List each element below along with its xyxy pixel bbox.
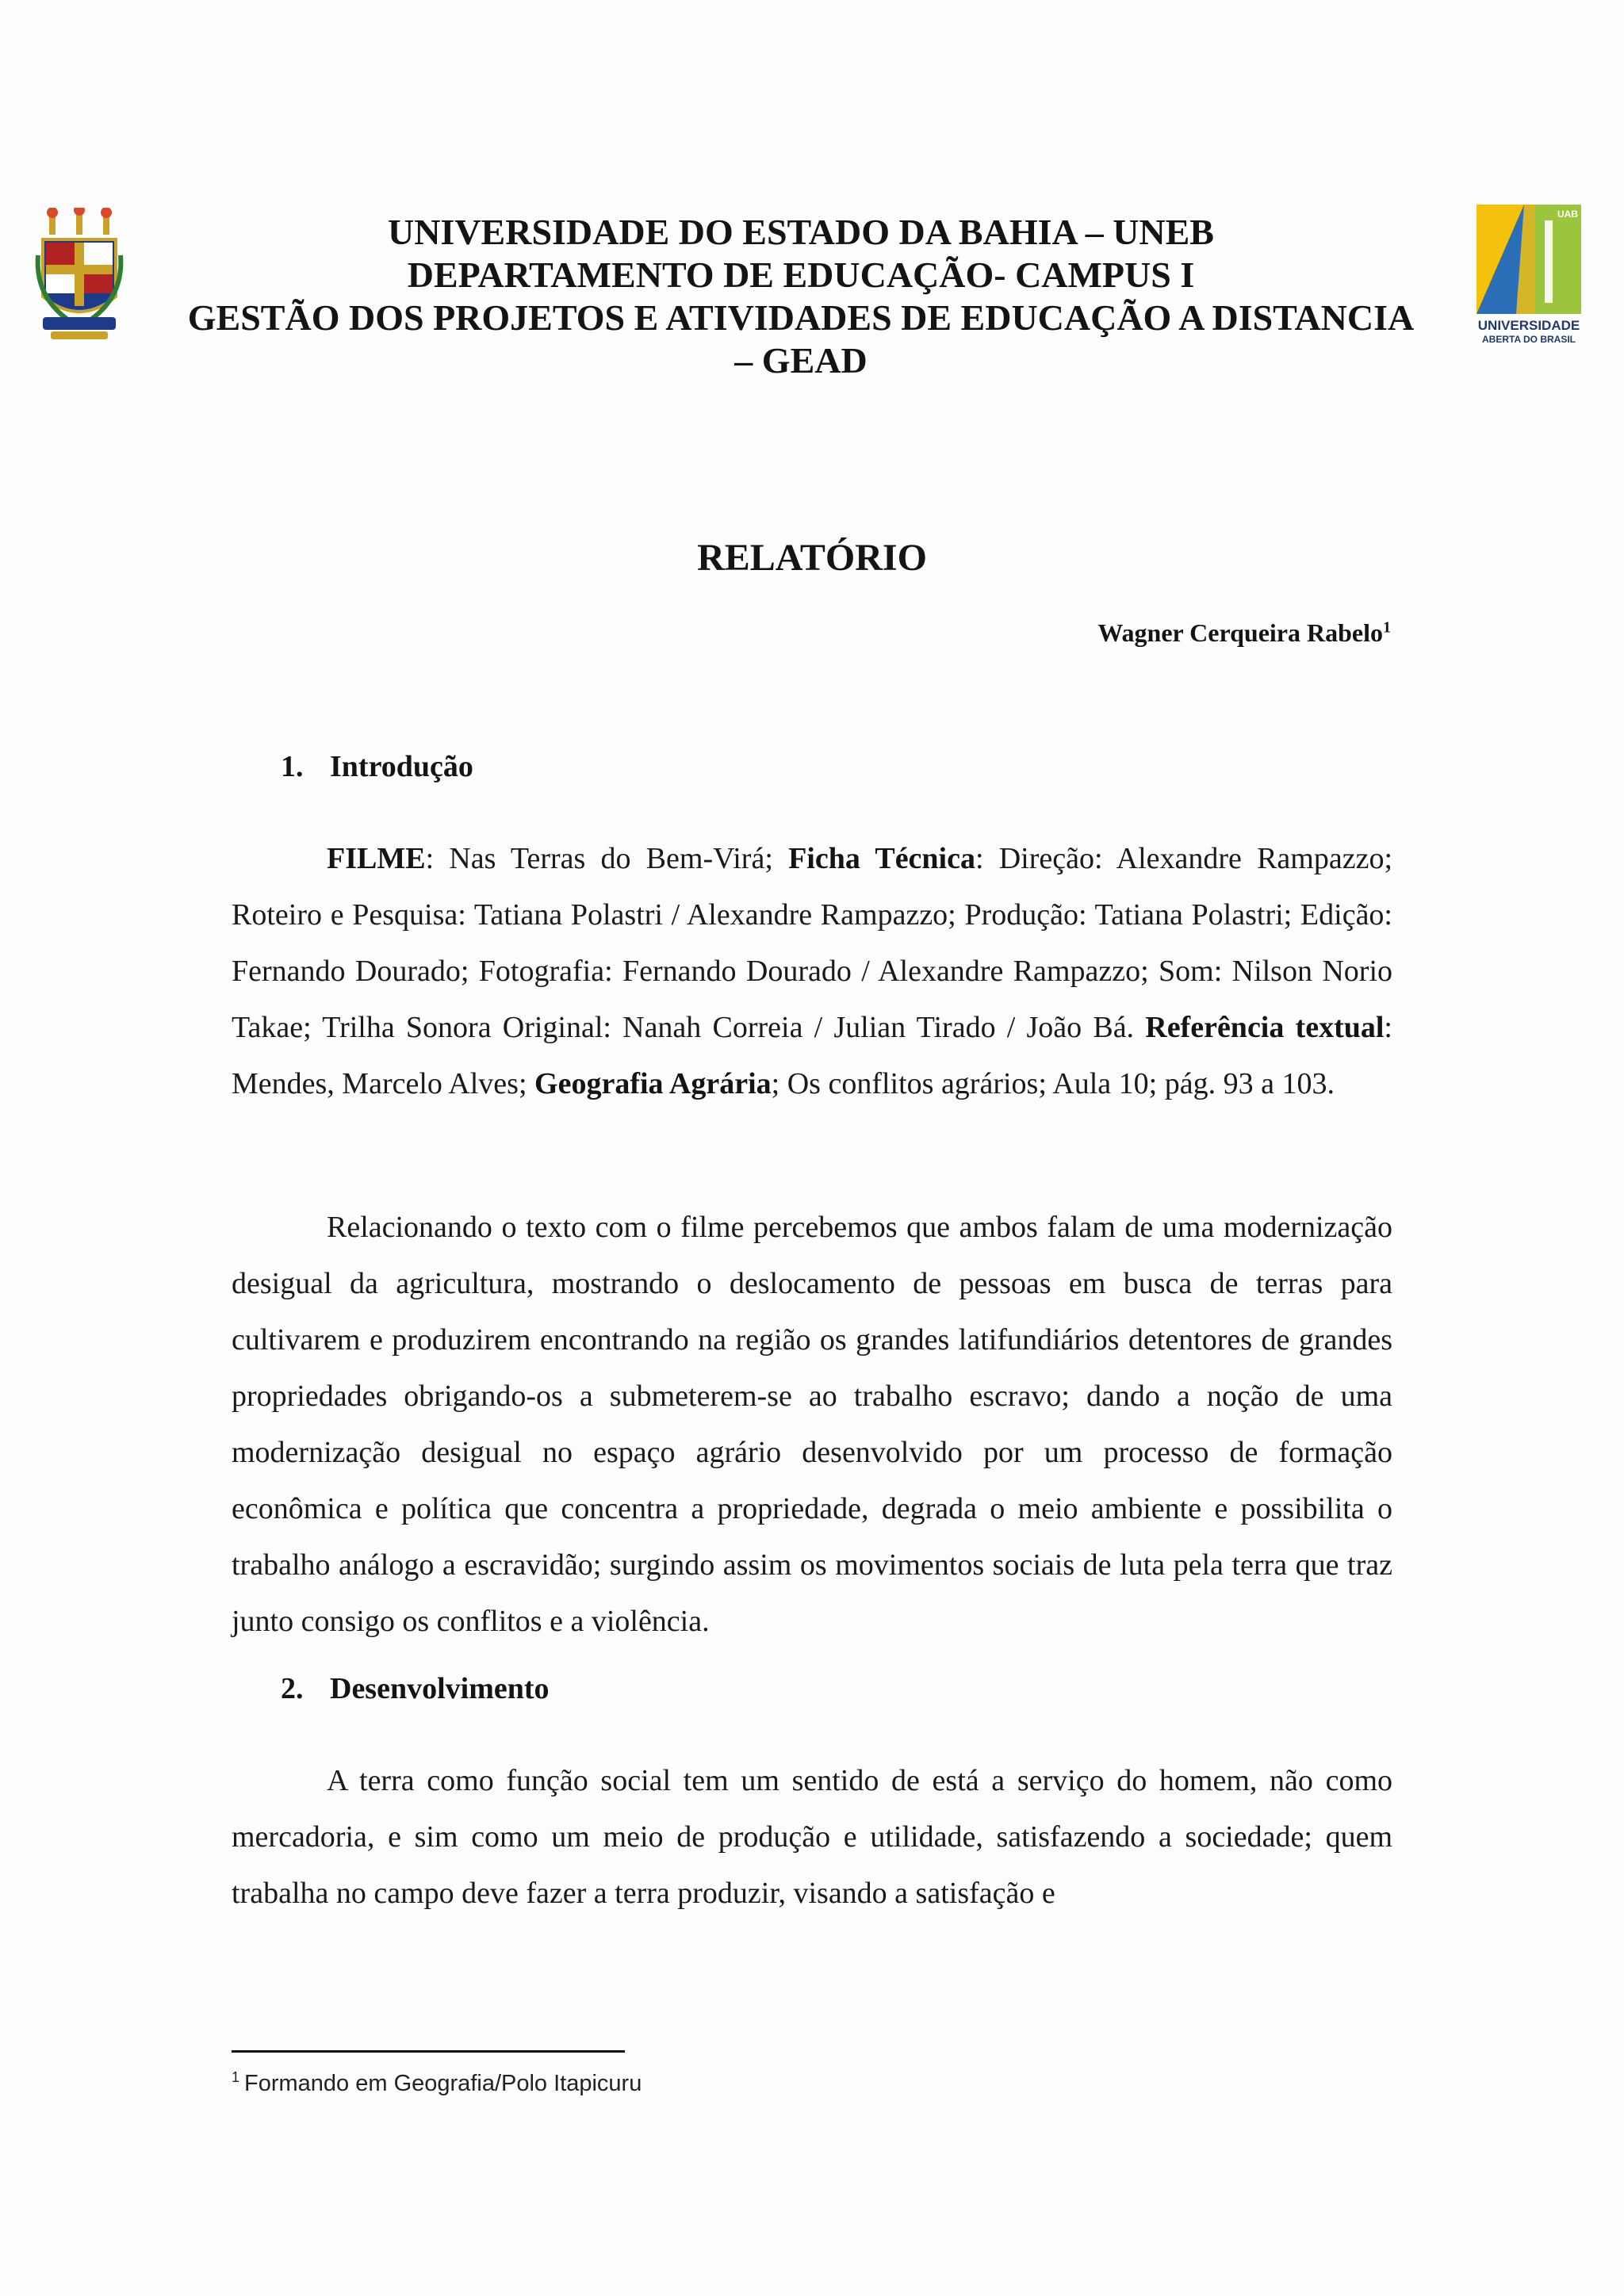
author-name [1097, 618, 1391, 648]
filme-text: : Nas Terras do Bem-Virá; [425, 842, 789, 875]
ficha-text: : Direção: Alexandre Rampazzo; Roteiro e Pesquisa: Tatiana Polastri / Alexandre Rampazzo; Produção: Tatiana Polastri; Edição: Fernando Dourado; Fotografia: Fernando Dourado / Alexandre Rampazzo; Som: Nilson Norio Takae; Trilha Sonora Original: Nanah Correia / Julian Tirado / João Bá. [232, 842, 1392, 1044]
uab-logo-line1: UNIVERSIDADE [1477, 318, 1580, 333]
header-line-1: UNIVERSIDADE DO ESTADO DA BAHIA – UNEB [387, 212, 1214, 252]
header-line-3: GESTÃO DOS PROJETOS E ATIVIDADES DE EDUCAÇÃO A DISTANCIA [187, 297, 1415, 338]
footnote-text: Formando em Geografia/Polo Itapicuru [244, 2071, 642, 2096]
section-title: Introdução [330, 750, 473, 783]
section-title: Desenvolvimento [330, 1672, 550, 1705]
intro-paragraph-1 [232, 831, 1392, 1112]
geografia-text: ; Os conflitos agrários; Aula 10; pág. 93 a 103. [771, 1067, 1335, 1100]
referencia-text: : Mendes, Marcelo Alves; [232, 1011, 1392, 1100]
uab-badge: UAB [1557, 209, 1578, 220]
uneb-crest-logo [35, 208, 124, 341]
author-footnote-ref: 1 [1383, 618, 1391, 637]
ficha-label: Ficha Técnica [788, 842, 975, 875]
section-number: 1. [281, 750, 304, 783]
filme-label: FILME [327, 842, 426, 875]
header-line-4: – GEAD [734, 340, 868, 381]
author-name-text: Wagner Cerqueira Rabelo [1097, 618, 1383, 647]
dev-paragraph-1: A terra como função social tem um sentido de está a serviço do homem, não como mercadoria, e sim como um meio de produção e utilidade, satisfazendo a sociedade; quem trabalha no campo deve fazer a terra produzir, visando a satisfação e [232, 1764, 1392, 1910]
uab-logo [1477, 205, 1581, 347]
section-heading-desenvolvimento [281, 1671, 550, 1706]
referencia-label: Referência textual [1145, 1011, 1385, 1044]
section-number: 2. [281, 1672, 304, 1705]
section-heading-introducao [281, 749, 473, 784]
geografia-label: Geografia Agrária [534, 1067, 772, 1100]
footnote-divider [232, 2050, 625, 2053]
uab-logo-line2: ABERTA DO BRASIL [1482, 334, 1576, 345]
intro-paragraph-2: Relacionando o texto com o filme percebemos que ambos falam de uma modernização desigual da agricultura, mostrando o deslocamento de pessoas em busca de terras para cultivarem e produzirem encontrando na região os grandes latifundiários detentores de grandes propriedades obrigando-os a submeterem-se ao trabalho escravo; dando a noção de uma modernização desigual no espaço agrário desenvolvido por um processo de formação econômica e política que concentra a propriedade, degrada o meio ambiente e possibilita o trabalho análogo a escravidão; surgindo assim os movimentos sociais de luta pela terra que traz junto consigo os conflitos e a violência. [232, 1211, 1392, 1638]
footnote [232, 2071, 642, 2097]
header-line-2: DEPARTAMENTO DE EDUCAÇÃO- CAMPUS I [407, 254, 1195, 295]
institution-header [143, 211, 1459, 382]
report-title: RELATÓRIO [697, 537, 927, 579]
footnote-number: 1 [232, 2069, 240, 2086]
